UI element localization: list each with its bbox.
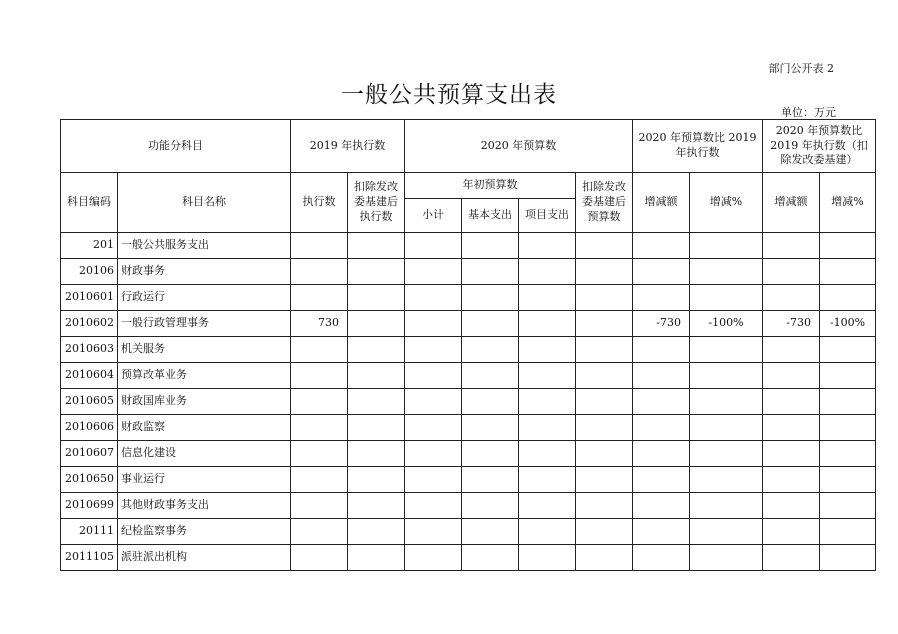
increase-pct-1-cell (690, 441, 763, 467)
increase-amount-2-cell (763, 415, 820, 441)
subject-code-cell: 2010606 (61, 415, 118, 441)
increase-pct-1-cell (690, 337, 763, 363)
project-expense-cell (519, 467, 576, 493)
increase-amount-2-cell (763, 545, 820, 571)
project-expense-cell (519, 259, 576, 285)
exec-cell (291, 493, 348, 519)
increase-pct-2-cell (820, 337, 876, 363)
project-expense-cell (519, 493, 576, 519)
exec-cell (291, 285, 348, 311)
increase-amount-1-cell (633, 233, 690, 259)
subtotal-cell (405, 233, 462, 259)
increase-amount-2-cell: -730 (763, 311, 820, 337)
increase-pct-2-cell (820, 493, 876, 519)
header-exec-2019: 2019 年执行数 (291, 120, 405, 173)
subtotal-cell (405, 285, 462, 311)
table-row (61, 337, 876, 363)
subject-name-cell: 事业运行 (118, 467, 291, 493)
exec-excl-cell (348, 441, 405, 467)
increase-pct-1-cell (690, 519, 763, 545)
subject-code-cell: 2010650 (61, 467, 118, 493)
increase-amount-2-cell (763, 233, 820, 259)
subject-code-cell: 20111 (61, 519, 118, 545)
excl-budget-cell (576, 519, 633, 545)
subtotal-cell (405, 363, 462, 389)
subtotal-cell (405, 259, 462, 285)
table-row (61, 389, 876, 415)
exec-excl-cell (348, 337, 405, 363)
table-row (61, 311, 876, 337)
increase-pct-2-cell: -100% (820, 311, 876, 337)
subject-code-cell: 2010605 (61, 389, 118, 415)
increase-amount-2-cell (763, 519, 820, 545)
excl-budget-cell (576, 337, 633, 363)
subtotal-cell (405, 389, 462, 415)
increase-amount-1-cell (633, 259, 690, 285)
subject-name-cell: 行政运行 (118, 285, 291, 311)
project-expense-cell (519, 363, 576, 389)
table-row (61, 259, 876, 285)
subject-name-cell: 派驻派出机构 (118, 545, 291, 571)
project-expense-cell (519, 389, 576, 415)
header-basic-expense: 基本支出 (462, 199, 519, 233)
table-row (61, 467, 876, 493)
increase-amount-1-cell (633, 441, 690, 467)
basic-expense-cell (462, 493, 519, 519)
subject-code-cell: 2010604 (61, 363, 118, 389)
subject-code-cell: 201 (61, 233, 118, 259)
increase-amount-1-cell: -730 (633, 311, 690, 337)
page-title: 一般公共预算支出表 (341, 82, 557, 108)
increase-pct-2-cell (820, 467, 876, 493)
basic-expense-cell (462, 311, 519, 337)
table-row (61, 233, 876, 259)
basic-expense-cell (462, 519, 519, 545)
increase-pct-2-cell (820, 545, 876, 571)
header-budget-2020: 2020 年预算数 (405, 120, 633, 173)
increase-amount-1-cell (633, 493, 690, 519)
exec-cell (291, 415, 348, 441)
increase-pct-2-cell (820, 259, 876, 285)
excl-budget-cell (576, 389, 633, 415)
increase-pct-2-cell (820, 285, 876, 311)
increase-pct-1-cell: -100% (690, 311, 763, 337)
basic-expense-cell (462, 285, 519, 311)
excl-budget-cell (576, 259, 633, 285)
table-row (61, 285, 876, 311)
unit-label: 单位：万元 (781, 106, 836, 119)
project-expense-cell (519, 311, 576, 337)
header-excl-budget: 扣除发改委基建后预算数 (576, 173, 633, 233)
increase-amount-2-cell (763, 285, 820, 311)
header-project-expense: 项目支出 (519, 199, 576, 233)
table-row (61, 493, 876, 519)
budget-table (60, 119, 876, 571)
basic-expense-cell (462, 363, 519, 389)
basic-expense-cell (462, 337, 519, 363)
excl-budget-cell (576, 493, 633, 519)
increase-pct-2-cell (820, 415, 876, 441)
subject-code-cell: 2010602 (61, 311, 118, 337)
increase-amount-2-cell (763, 363, 820, 389)
basic-expense-cell (462, 259, 519, 285)
excl-budget-cell (576, 311, 633, 337)
exec-excl-cell (348, 363, 405, 389)
subject-code-cell: 2011105 (61, 545, 118, 571)
exec-cell (291, 545, 348, 571)
table-row (61, 519, 876, 545)
exec-excl-cell (348, 285, 405, 311)
project-expense-cell (519, 285, 576, 311)
header-row-1 (61, 120, 876, 173)
subject-name-cell: 财政监察 (118, 415, 291, 441)
increase-pct-1-cell (690, 233, 763, 259)
increase-pct-2-cell (820, 363, 876, 389)
subject-code-cell: 20106 (61, 259, 118, 285)
increase-amount-2-cell (763, 441, 820, 467)
project-expense-cell (519, 415, 576, 441)
increase-amount-2-cell (763, 259, 820, 285)
subtotal-cell (405, 311, 462, 337)
header-increase-pct-2: 增减% (820, 173, 876, 233)
increase-pct-1-cell (690, 285, 763, 311)
increase-pct-1-cell (690, 545, 763, 571)
header-exec: 执行数 (291, 173, 348, 233)
basic-expense-cell (462, 467, 519, 493)
increase-amount-1-cell (633, 285, 690, 311)
header-exec-excl: 扣除发改委基建后执行数 (348, 173, 405, 233)
project-expense-cell (519, 233, 576, 259)
header-subtotal: 小计 (405, 199, 462, 233)
subtotal-cell (405, 441, 462, 467)
exec-excl-cell (348, 493, 405, 519)
increase-pct-2-cell (820, 519, 876, 545)
excl-budget-cell (576, 467, 633, 493)
project-expense-cell (519, 441, 576, 467)
exec-excl-cell (348, 545, 405, 571)
form-number: 部门公开表 2 (768, 62, 834, 75)
header-row-2 (61, 173, 876, 199)
exec-excl-cell (348, 467, 405, 493)
increase-amount-1-cell (633, 519, 690, 545)
header-increase-amount-1: 增减额 (633, 173, 690, 233)
header-initial-budget: 年初预算数 (405, 173, 576, 199)
header-subject-code: 科目编码 (61, 173, 118, 233)
increase-amount-2-cell (763, 493, 820, 519)
increase-pct-2-cell (820, 389, 876, 415)
exec-cell (291, 441, 348, 467)
exec-cell (291, 389, 348, 415)
increase-pct-1-cell (690, 467, 763, 493)
increase-amount-1-cell (633, 389, 690, 415)
exec-cell (291, 337, 348, 363)
increase-amount-1-cell (633, 363, 690, 389)
increase-pct-1-cell (690, 259, 763, 285)
exec-excl-cell (348, 389, 405, 415)
increase-amount-2-cell (763, 337, 820, 363)
increase-amount-1-cell (633, 337, 690, 363)
excl-budget-cell (576, 441, 633, 467)
subject-name-cell: 一般行政管理事务 (118, 311, 291, 337)
table-row (61, 441, 876, 467)
basic-expense-cell (462, 441, 519, 467)
table-row (61, 545, 876, 571)
increase-amount-2-cell (763, 389, 820, 415)
header-function-subject: 功能分科目 (61, 120, 291, 173)
excl-budget-cell (576, 233, 633, 259)
subtotal-cell (405, 519, 462, 545)
subject-name-cell: 其他财政事务支出 (118, 493, 291, 519)
subtotal-cell (405, 467, 462, 493)
increase-amount-1-cell (633, 415, 690, 441)
exec-cell (291, 363, 348, 389)
basic-expense-cell (462, 415, 519, 441)
subtotal-cell (405, 493, 462, 519)
header-subject-name: 科目名称 (118, 173, 291, 233)
increase-pct-1-cell (690, 415, 763, 441)
basic-expense-cell (462, 545, 519, 571)
subtotal-cell (405, 337, 462, 363)
exec-excl-cell (348, 259, 405, 285)
subtotal-cell (405, 415, 462, 441)
exec-excl-cell (348, 415, 405, 441)
exec-excl-cell (348, 519, 405, 545)
subject-code-cell: 2010603 (61, 337, 118, 363)
excl-budget-cell (576, 363, 633, 389)
table-row (61, 363, 876, 389)
header-increase-pct-1: 增减% (690, 173, 763, 233)
increase-amount-1-cell (633, 467, 690, 493)
increase-amount-2-cell (763, 467, 820, 493)
exec-cell (291, 519, 348, 545)
excl-budget-cell (576, 285, 633, 311)
table-row (61, 415, 876, 441)
subject-name-cell: 信息化建设 (118, 441, 291, 467)
exec-cell (291, 233, 348, 259)
exec-cell (291, 259, 348, 285)
project-expense-cell (519, 519, 576, 545)
excl-budget-cell (576, 545, 633, 571)
project-expense-cell (519, 337, 576, 363)
project-expense-cell (519, 545, 576, 571)
subject-name-cell: 纪检监察事务 (118, 519, 291, 545)
header-compare-2019: 2020 年预算数比 2019 年执行数 (633, 120, 763, 173)
increase-pct-2-cell (820, 233, 876, 259)
subject-name-cell: 一般公共服务支出 (118, 233, 291, 259)
increase-pct-1-cell (690, 363, 763, 389)
subtotal-cell (405, 545, 462, 571)
subject-name-cell: 机关服务 (118, 337, 291, 363)
subject-code-cell: 2010699 (61, 493, 118, 519)
increase-amount-1-cell (633, 545, 690, 571)
exec-excl-cell (348, 311, 405, 337)
excl-budget-cell (576, 415, 633, 441)
basic-expense-cell (462, 389, 519, 415)
increase-pct-1-cell (690, 389, 763, 415)
subject-name-cell: 财政事务 (118, 259, 291, 285)
subject-name-cell: 预算改革业务 (118, 363, 291, 389)
exec-cell (291, 467, 348, 493)
increase-pct-1-cell (690, 493, 763, 519)
increase-pct-2-cell (820, 441, 876, 467)
exec-cell: 730 (291, 311, 348, 337)
exec-excl-cell (348, 233, 405, 259)
basic-expense-cell (462, 233, 519, 259)
subject-code-cell: 2010607 (61, 441, 118, 467)
subject-name-cell: 财政国库业务 (118, 389, 291, 415)
subject-code-cell: 2010601 (61, 285, 118, 311)
header-increase-amount-2: 增减额 (763, 173, 820, 233)
header-compare-excl: 2020 年预算数比 2019 年执行数（扣除发改委基建） (763, 120, 876, 173)
